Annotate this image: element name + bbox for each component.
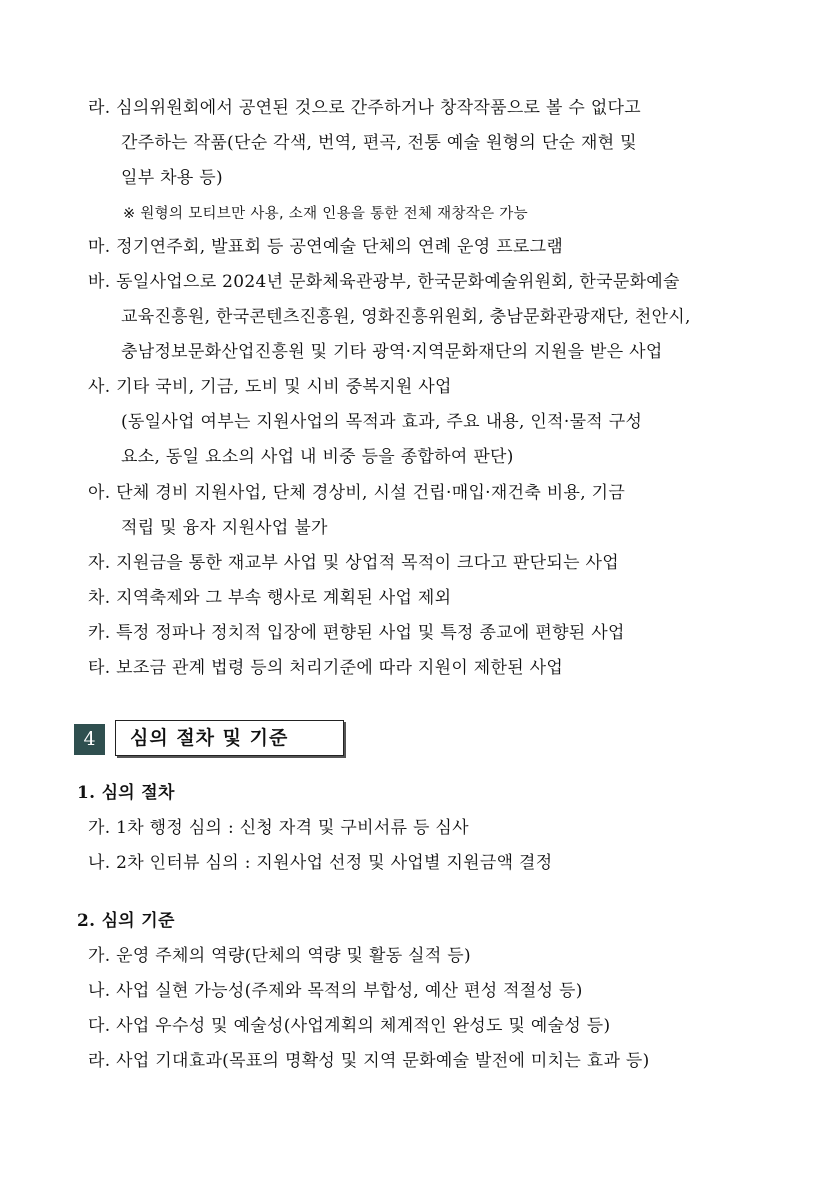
criteria-item-3: 다. 사업 우수성 및 예술성(사업계획의 체계적인 완성도 및 예술성 등) — [88, 1016, 611, 1036]
criteria-item-1: 가. 운영 주체의 역량(단체의 역량 및 활동 실적 등) — [88, 946, 471, 966]
restriction-ra-note: ※ 원형의 모티브만 사용, 소재 인용을 통한 전체 재창작은 가능 — [123, 206, 528, 222]
restriction-a-line-2: 적립 및 융자 지원사업 불가 — [121, 518, 328, 538]
section-number-badge: 4 — [74, 724, 105, 755]
restriction-ra-line-3: 일부 차용 등) — [121, 168, 223, 188]
procedure-heading: 1. 심의 절차 — [77, 783, 175, 803]
restriction-ja-line-1: 자. 지원금을 통한 재교부 사업 및 상업적 목적이 크다고 판단되는 사업 — [88, 553, 619, 573]
procedure-item-2: 나. 2차 인터뷰 심의 : 지원사업 선정 및 사업별 지원금액 결정 — [88, 853, 553, 873]
restriction-ba-line-2: 교육진흥원, 한국콘텐츠진흥원, 영화진흥위원회, 충남문화관광재단, 천안시, — [121, 307, 691, 327]
criteria-item-4: 라. 사업 기대효과(목표의 명확성 및 지역 문화예술 발전에 미치는 효과 등) — [88, 1051, 650, 1071]
restriction-a-line-1: 아. 단체 경비 지원사업, 단체 경상비, 시설 건립·매입·재건축 비용, 기금 — [88, 483, 626, 503]
procedure-item-1: 가. 1차 행정 심의 : 신청 자격 및 구비서류 등 심사 — [88, 818, 469, 838]
restriction-sa-line-1: 사. 기타 국비, 기금, 도비 및 시비 중복지원 사업 — [88, 377, 452, 397]
section-title: 심의 절차 및 기준 — [115, 720, 344, 756]
restriction-ka-line-1: 카. 특정 정파나 정치적 입장에 편향된 사업 및 특정 종교에 편향된 사업 — [88, 623, 625, 643]
restriction-ba-line-1: 바. 동일사업으로 2024년 문화체육관광부, 한국문화예술위원회, 한국문화예술 — [88, 272, 680, 292]
restriction-ma-line-1: 마. 정기연주회, 발표회 등 공연예술 단체의 연례 운영 프로그램 — [88, 237, 564, 257]
restriction-cha-line-1: 차. 지역축제와 그 부속 행사로 계획된 사업 제외 — [88, 588, 452, 608]
restriction-ta-line-1: 타. 보조금 관계 법령 등의 처리기준에 따라 지원이 제한된 사업 — [88, 658, 564, 678]
restriction-ra-line-2: 간주하는 작품(단순 각색, 번역, 편곡, 전통 예술 원형의 단순 재현 및 — [121, 133, 637, 153]
restriction-sa-line-3: 요소, 동일 요소의 사업 내 비중 등을 종합하여 판단) — [121, 447, 514, 467]
restriction-ra-line-1: 라. 심의위원회에서 공연된 것으로 간주하거나 창작작품으로 볼 수 없다고 — [88, 98, 641, 118]
restriction-sa-line-2: (동일사업 여부는 지원사업의 목적과 효과, 주요 내용, 인적·물적 구성 — [121, 412, 643, 432]
criteria-heading: 2. 심의 기준 — [77, 911, 175, 931]
criteria-item-2: 나. 사업 실현 가능성(주제와 목적의 부합성, 예산 편성 적절성 등) — [88, 981, 583, 1001]
restriction-ba-line-3: 충남정보문화산업진흥원 및 기타 광역·지역문화재단의 지원을 받은 사업 — [121, 342, 663, 362]
